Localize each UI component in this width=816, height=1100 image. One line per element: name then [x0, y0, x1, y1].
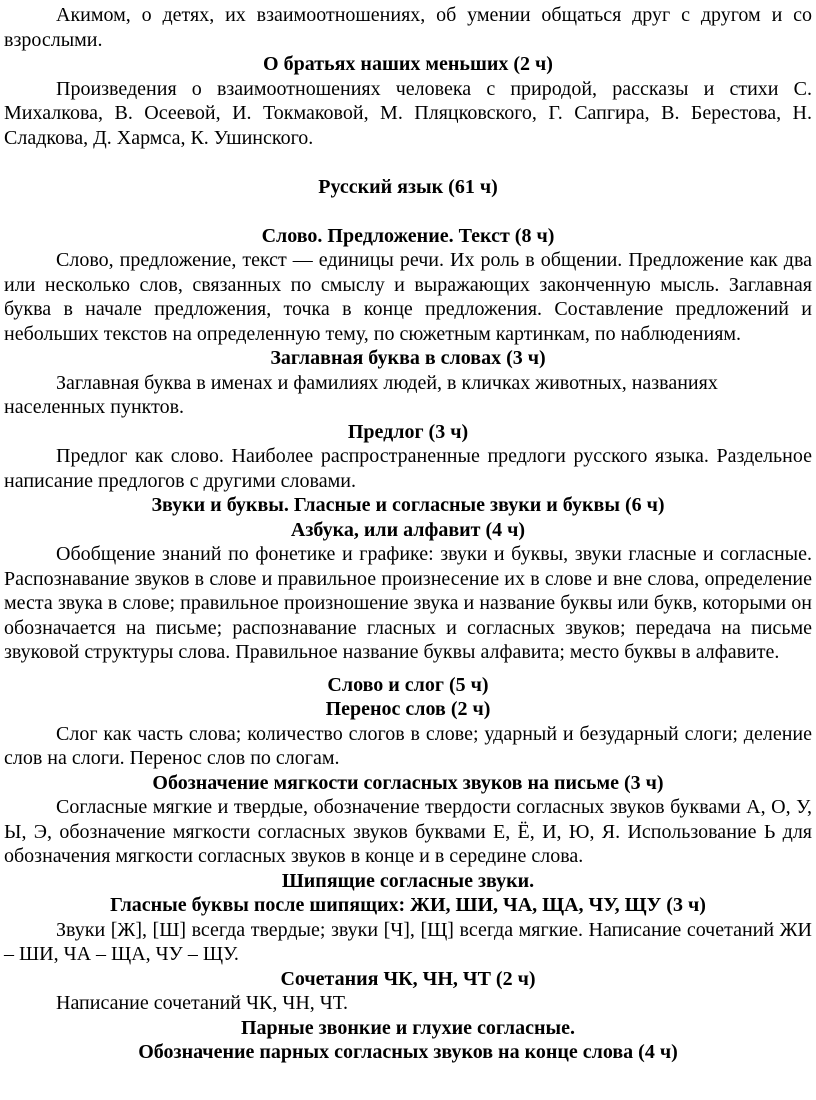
paragraph-animals: Произведения о взаимоотношениях человека с природой, рассказы и стихи С. Михалкова, В. Осеевой, И. Токмаковой, М. Пляцковского, Г. Сапгира, В. Берестова, Н. Сладкова, Д. Хармса, К. Ушинского. — [4, 77, 812, 149]
section-heading-word-hyphenation: Перенос слов (2 ч) — [325, 698, 491, 720]
paragraph-preposition: Предлог как слово. Наиболее распространенные предлоги русского языка. Раздельное написание предлогов с другими словами. — [4, 445, 812, 492]
section-heading-russian-language: Русский язык (61 ч) — [318, 175, 498, 198]
section-heading-alphabet: Азбука, или алфавит (4 ч) — [290, 518, 526, 541]
paragraph-capital-letter: Заглавная буква в именах и фамилиях людей, в кличках животных, названиях населенных пунктов. — [4, 371, 718, 418]
section-heading-word-syllable: Слово и слог (5 ч) — [327, 673, 489, 696]
section-heading-combinations: Сочетания ЧК, ЧН, ЧТ (2 ч) — [280, 967, 536, 990]
spacer — [4, 150, 812, 175]
document-content — [4, 3, 812, 1065]
section-heading-animals: О братьях наших меньших (2 ч) — [263, 53, 553, 75]
paragraph-intro-continuation: Акимом, о детях, их взаимоотношениях, об умении общаться друг с другом и со взрослыми. — [4, 4, 812, 51]
section-heading-vowels-after-hissing: Гласные буквы после шипящих: ЖИ, ШИ, ЧА, ЩА, ЧУ, ЩУ (3 ч) — [110, 894, 706, 916]
section-heading-sounds-letters: Звуки и буквы. Гласные и согласные звуки и буквы (6 ч) — [151, 494, 665, 516]
section-heading-preposition: Предлог (3 ч) — [347, 420, 469, 443]
paragraph-combinations: Написание сочетаний ЧК, ЧН, ЧТ. — [56, 992, 349, 1014]
paragraph-word-sentence-text: Слово, предложение, текст — единицы речи. Их роль в общении. Предложение как два или несколько слов, связанных по смыслу и выражающих законченную мысль. Заглавная буква в начале предложения, точка в конце предложения. Составление предложений и небольших текстов на определенную тему, по сюжетным картинкам, по наблюдениям. — [4, 249, 812, 345]
spacer — [4, 665, 812, 673]
section-heading-capital-letter: Заглавная буква в словах (3 ч) — [270, 347, 546, 369]
section-heading-paired-at-word-end: Обозначение парных согласных звуков на конце слова (4 ч) — [138, 1041, 678, 1063]
spacer — [4, 199, 812, 224]
section-heading-softness: Обозначение мягкости согласных звуков на письме (3 ч) — [152, 771, 664, 794]
paragraph-softness: Согласные мягкие и твердые, обозначение твердости согласных звуков буквами А, О, У, Ы, Э, обозначение мягкости согласных звуков буквами Е, Ё, И, Ю, Я. Использование Ь для обозначения мягкости согласных звуков в конце и в середине слова. — [4, 796, 812, 867]
section-heading-hissing-consonants: Шипящие согласные звуки. — [281, 869, 535, 892]
paragraph-hissing: Звуки [Ж], [Ш] всегда твердые; звуки [Ч], [Щ] всегда мягкие. Написание сочетаний ЖИ – ШИ, ЧА – ЩА, ЧУ – ЩУ. — [4, 918, 812, 965]
section-heading-paired-consonants: Парные звонкие и глухие согласные. — [240, 1016, 576, 1039]
section-heading-word-sentence-text: Слово. Предложение. Текст (8 ч) — [261, 224, 555, 247]
paragraph-alphabet: Обобщение знаний по фонетике и графике: звуки и буквы, звуки гласные и согласные. Распознавание звуков в слове и правильное произнесение их в слове и вне слова, определение места звука в слове; правильное произношение звука и название буквы или букв, которыми он обозначается на письме; распознавание гласных и согласных звуков; передача на письме звуковой структуры слова. Правильное название буквы алфавита; место буквы в алфавите. — [4, 543, 812, 663]
paragraph-syllable: Слог как часть слова; количество слогов в слове; ударный и безударный слоги; деление слов на слоги. Перенос слов по слогам. — [4, 722, 812, 769]
